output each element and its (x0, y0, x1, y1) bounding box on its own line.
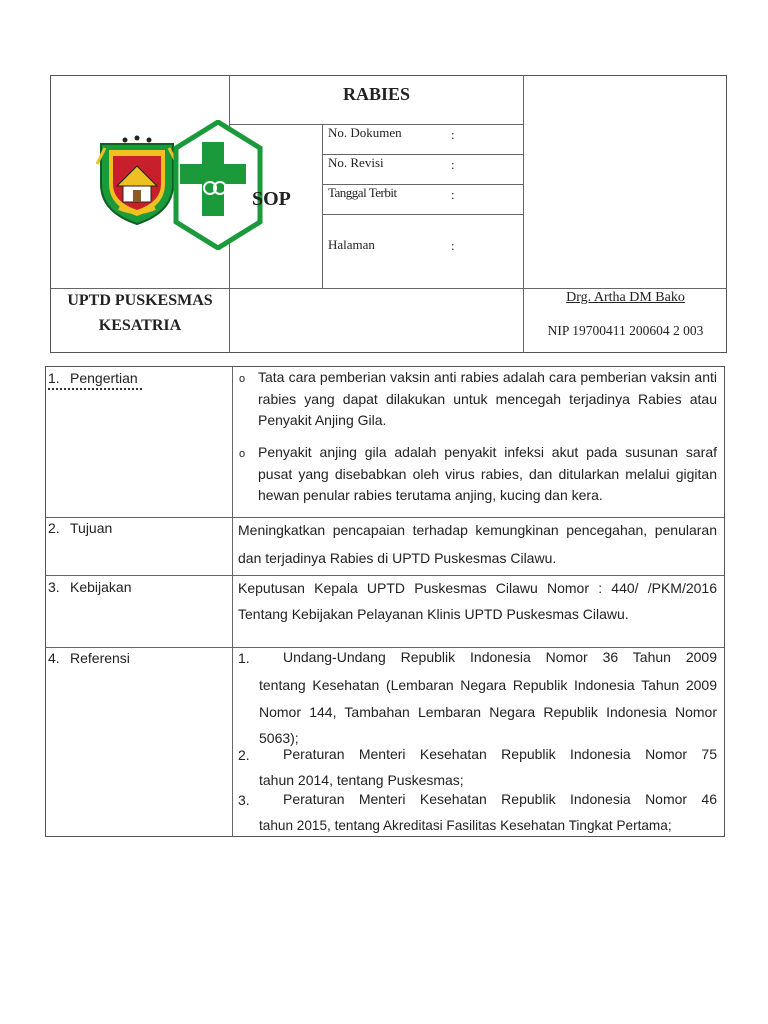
definition-item: Tata cara pemberian vaksin anti rabies adalah cara pemberian vaksin anti rabies yang dapat dilakukan untuk mencegah terjadinya Rabies atau Penyakit Anjing Gila. (258, 369, 717, 428)
field-label-tanggal-terbit: Tanggal Terbit (328, 185, 397, 200)
field-value-no-dokumen: : (451, 127, 455, 142)
reference-number: 2. (238, 747, 250, 763)
org-name-line1: UPTD PUSKESMAS (67, 292, 213, 309)
puskesmas-cross-icon (172, 120, 264, 250)
field-label-no-revisi: No. Revisi (328, 155, 384, 170)
document-title: RABIES (342, 84, 411, 104)
dotted-underline (48, 388, 142, 390)
field-label-halaman: Halaman (328, 237, 375, 252)
field-label-no-dokumen: No. Dokumen (328, 125, 402, 140)
policy-text: Keputusan Kepala UPTD Puskesmas Cilawu Nomor : 440/ /PKM/2016 Tentang Kebijakan Pelayanan Klinis UPTD Puskesmas Cilawu. (238, 580, 717, 622)
reference-number: 3. (238, 792, 250, 808)
bullet-icon: o (239, 448, 246, 460)
section-label-referensi: Referensi (70, 650, 130, 666)
sop-content-table (45, 366, 725, 837)
reference-first-line: Undang-Undang Republik Indonesia Nomor 36 Tahun 2009 (283, 649, 717, 665)
definition-item: Penyakit anjing gila adalah penyakit infeksi akut pada susunan saraf pusat yang disebabkan oleh virus rabies, dan ditularkan melalui gigitan hewan penular rabies terutama anjing, kucing dan kera. (258, 444, 717, 503)
field-value-tanggal-terbit: : (451, 187, 455, 202)
section-number-tujuan: 2. (48, 520, 60, 536)
section-number-pengertian: 1. (48, 370, 60, 386)
regional-emblem-icon (95, 134, 179, 226)
field-value-no-revisi: : (451, 157, 455, 172)
section-label-kebijakan: Kebijakan (70, 579, 132, 595)
section-number-referensi: 4. (48, 650, 60, 666)
signer-name: Drg. Artha DM Bako (566, 290, 685, 305)
bullet-icon: o (239, 373, 246, 385)
sop-label: SOP (252, 188, 291, 210)
reference-continuation: tahun 2014, tentang Puskesmas; (259, 772, 464, 788)
signer-nip: NIP 19700411 200604 2 003 (547, 323, 704, 338)
section-label-pengertian: Pengertian (70, 370, 138, 386)
org-name-line2: KESATRIA (98, 317, 182, 334)
reference-continuation: tahun 2015, tentang Akreditasi Fasilitas Kesehatan Tingkat Pertama; (259, 818, 672, 833)
reference-first-line: Peraturan Menteri Kesehatan Republik Indonesia Nomor 46 (283, 791, 717, 807)
purpose-text: Meningkatkan pencapaian terhadap kemungkinan pencegahan, penularan dan terjadinya Rabies di UPTD Puskesmas Cilawu. (238, 522, 717, 566)
sop-header-table (50, 75, 727, 353)
reference-first-line: Peraturan Menteri Kesehatan Republik Indonesia Nomor 75 (283, 746, 717, 762)
field-value-halaman: : (451, 238, 455, 253)
reference-continuation: tentang Kesehatan (Lembaran Negara Republik Indonesia Tahun 2009 Nomor 144, Tambahan Lembaran Negara Republik Indonesia Nomor 5063); (259, 677, 717, 746)
section-label-tujuan: Tujuan (70, 520, 113, 536)
section-number-kebijakan: 3. (48, 579, 60, 595)
reference-number: 1. (238, 650, 250, 666)
